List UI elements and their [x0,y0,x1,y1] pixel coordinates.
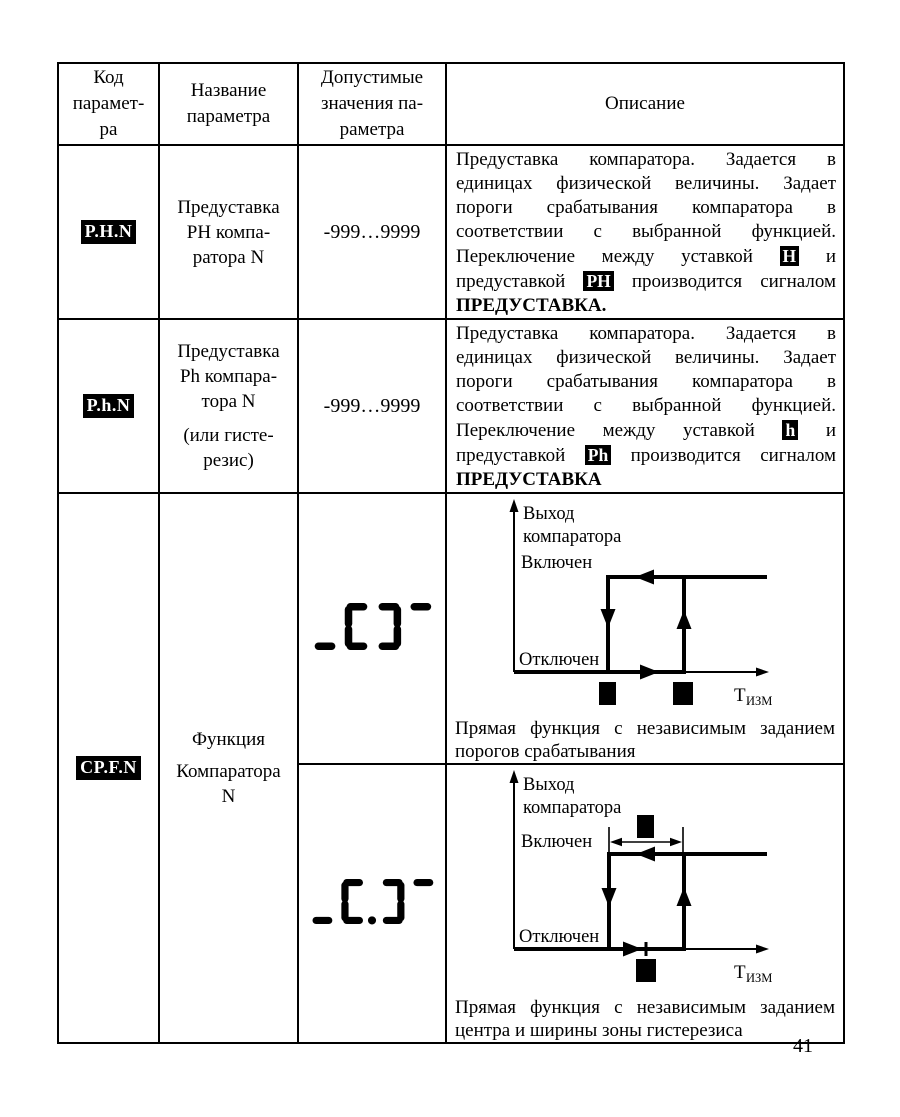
H-threshold-label: H [676,685,690,704]
desc-text-part1: Предуставка компаратора. Задается в единицах физической величины. Задает пороги срабатывания компаратора в соответствии с выбранной функцией. Переключение между уставкой [456,149,836,267]
description-text-phn-lower [447,320,843,492]
values-cell-phn: -999…9999 [298,145,446,319]
values-cell-phn-lower: -999…9999 [298,319,446,493]
function-cell-b [446,764,844,1043]
name-cell-cpfn: Функция Компаратора N [159,493,298,1043]
desc-text-part2: и предуставкой [456,246,836,292]
x-axis-label-t-subscript: ИЗМ [746,971,773,985]
x-axis-label-t-subscript: ИЗМ [746,694,773,708]
segment-display-cell-a [298,493,446,764]
leftward-arrow-icon [636,847,655,862]
y-axis-label-line2: компаратора [523,527,622,547]
desc-text-part1: Предуставка компаратора. Задается в единицах физической величины. Задает пороги срабатывания компаратора в соответствии с выбранной функцией. Переключение между уставкой [456,323,836,441]
setpoint-h-badge: h [782,420,798,440]
header-description: Описание [446,63,844,145]
page-number: 41 [793,1035,813,1057]
diagram-caption-a: Прямая функция с независимым заданием порогов срабатывания [455,718,835,762]
measure-right-arrow-icon [670,838,682,847]
seven-segment-display-a [310,602,434,651]
description-cell-phn [446,145,844,319]
code-badge-phn: P.H.N [81,220,137,244]
seven-segment-display-b [308,878,436,925]
x-axis-arrow-icon [756,668,769,677]
code-badge-cpfn: CP.F.N [76,756,141,780]
off-state-label: Отключен [519,650,600,670]
header-values: Допустимые значения па- раметра [298,63,446,145]
description-cell-phn-lower [446,319,844,493]
off-state-label: Отключен [519,927,600,947]
x-axis-arrow-icon [756,945,769,954]
on-state-label: Включен [521,832,593,852]
code-cell-cpfn [58,493,159,1043]
x-axis-label-t: Т [734,685,746,706]
x-axis-label-t: Т [734,962,746,983]
upward-arrow-icon [677,887,692,906]
downward-arrow-icon [601,609,616,628]
downward-arrow-icon [602,888,617,907]
name-cell-phn: Предуставка PH компа- ратора N [159,145,298,319]
code-badge-phn-lower: P.h.N [83,394,135,418]
header-name: Название параметра [159,63,298,145]
code-cell-phn-lower [58,319,159,493]
desc-text-part3: производится сигналом [611,445,837,466]
rightward-arrow-icon [640,665,659,680]
on-state-label: Включен [521,553,593,573]
H-center-label: H [639,962,653,981]
y-axis-label-line2: компаратора [523,798,622,818]
h-threshold-label: h [602,685,613,704]
table-header-row [58,63,844,145]
desc-text-part3: производится сигналом [613,271,836,292]
desc-bold-preset: ПРЕДУСТАВКА. [456,295,607,316]
leftward-arrow-icon [635,570,654,585]
hysteresis-diagram-center-width [447,765,841,994]
header-code: Код парамет- ра [58,63,159,145]
y-axis-label-line1: Выход [523,504,575,524]
upward-arrow-icon [677,610,692,629]
diagram-caption-b: Прямая функция с независимым заданием центра и ширины зоны гистерезиса [455,997,835,1041]
segment-display-cell-b [298,764,446,1043]
y-axis-label-line1: Выход [523,775,575,795]
hysteresis-diagram-independent-thresholds [447,494,841,715]
measure-left-arrow-icon [610,838,622,847]
y-axis-arrow-icon [510,770,519,783]
table-row-phn-lower [58,319,844,493]
h-width-label: h [640,818,651,837]
table-row-cpfn-a [58,493,844,764]
code-cell-phn [58,145,159,319]
y-axis-arrow-icon [510,499,519,512]
parameter-table [57,62,845,1044]
preset-ph-badge: Ph [585,445,611,465]
setpoint-h-badge: H [780,246,800,266]
description-text-phn [447,146,843,318]
rightward-arrow-icon [623,942,642,957]
preset-ph-badge: PH [583,271,613,291]
desc-bold-preset: ПРЕДУСТАВКА [456,469,602,490]
function-cell-a [446,493,844,764]
desc-text-part2: и предуставкой [456,420,836,466]
name-cell-phn-lower: Предуставка Ph компара- тора N (или гисте- резис) [159,319,298,493]
table-row-phn [58,145,844,319]
